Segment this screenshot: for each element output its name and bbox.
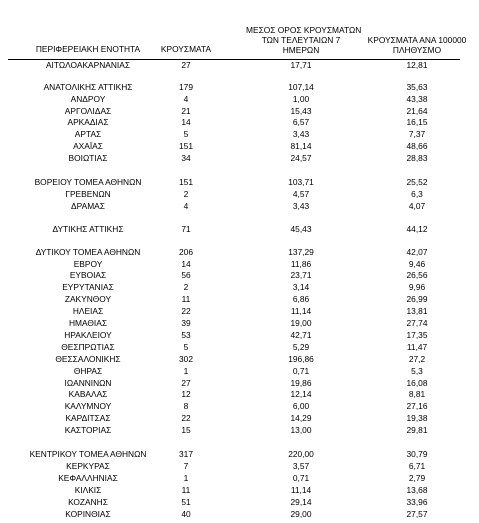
cases-value: 1 xyxy=(183,473,189,483)
per-100k-value: 9,46 xyxy=(408,259,426,269)
avg-7-days-value: 0,71 xyxy=(292,473,310,483)
avg-7-days-value: 24,57 xyxy=(290,153,312,163)
table-row xyxy=(0,189,479,199)
per-100k-value: 28,83 xyxy=(406,153,428,163)
table-row xyxy=(0,82,479,92)
header-cases: ΚΡΟΥΣΜΑΤΑ xyxy=(160,44,212,54)
avg-7-days-value: 15,43 xyxy=(290,106,312,116)
header-avg-line: ΤΩΝ ΤΕΛΕΥΤΑΙΩΝ 7 xyxy=(261,35,341,45)
table-row xyxy=(0,497,479,507)
cases-value: 21 xyxy=(181,106,191,116)
avg-7-days-value: 107,14 xyxy=(288,82,314,92)
region-name: ΒΟΙΩΤΙΑΣ xyxy=(68,153,108,163)
region-name: ΚΑΣΤΟΡΙΑΣ xyxy=(64,425,112,435)
cases-value: 14 xyxy=(181,259,191,269)
avg-7-days-value: 1,00 xyxy=(292,94,310,104)
region-name: ΓΡΕΒΕΝΩΝ xyxy=(65,189,111,199)
per-100k-value: 33,96 xyxy=(406,497,428,507)
per-100k-value: 12,81 xyxy=(406,60,428,70)
avg-7-days-value: 45,43 xyxy=(290,224,312,234)
region-name: ΕΥΡΥΤΑΝΙΑΣ xyxy=(62,282,114,292)
avg-7-days-value: 0,71 xyxy=(292,366,310,376)
cases-value: 14 xyxy=(181,117,191,127)
table-row xyxy=(0,306,479,316)
region-name: ΚΕΝΤΡΙΚΟΥ ΤΟΜΕΑ ΑΘΗΝΩΝ xyxy=(29,449,147,459)
avg-7-days-value: 3,57 xyxy=(292,461,310,471)
cases-value: 2 xyxy=(183,189,189,199)
cases-value: 56 xyxy=(181,270,191,280)
cases-value: 34 xyxy=(181,153,191,163)
per-100k-value: 27,57 xyxy=(406,509,428,519)
cases-value: 4 xyxy=(183,201,189,211)
per-100k-value: 16,08 xyxy=(406,378,428,388)
avg-7-days-value: 14,29 xyxy=(290,413,312,423)
table-row xyxy=(0,177,479,187)
cases-value: 8 xyxy=(183,401,189,411)
per-100k-value: 25,52 xyxy=(406,177,428,187)
table-row xyxy=(0,117,479,127)
avg-7-days-value: 3,14 xyxy=(292,282,310,292)
cases-value: 27 xyxy=(181,378,191,388)
region-name: ΖΑΚΥΝΘΟΥ xyxy=(64,294,112,304)
per-100k-value: 2,79 xyxy=(408,473,426,483)
table-row xyxy=(0,318,479,328)
region-name: ΑΡΓΟΛΙΔΑΣ xyxy=(64,106,112,116)
region-name: ΕΒΡΟΥ xyxy=(73,259,103,269)
cases-value: 5 xyxy=(183,129,189,139)
avg-7-days-value: 12,14 xyxy=(290,389,312,399)
per-100k-value: 8,81 xyxy=(408,389,426,399)
table-row xyxy=(0,294,479,304)
header-avg-line: ΗΜΕΡΩΝ xyxy=(282,45,320,55)
avg-7-days-value: 19,00 xyxy=(290,318,312,328)
region-name: ΘΕΣΣΑΛΟΝΙΚΗΣ xyxy=(55,354,121,364)
table-row xyxy=(0,461,479,471)
cases-value: 15 xyxy=(181,425,191,435)
table-row xyxy=(0,247,479,257)
region-name: ΑΝΔΡΟΥ xyxy=(70,94,106,104)
cases-value: 11 xyxy=(181,294,191,304)
avg-7-days-value: 4,57 xyxy=(292,189,310,199)
table-row xyxy=(0,354,479,364)
per-100k-value: 44,12 xyxy=(406,224,428,234)
avg-7-days-value: 6,86 xyxy=(292,294,310,304)
avg-7-days-value: 6,00 xyxy=(292,401,310,411)
region-name: ΚΑΡΔΙΤΣΑΣ xyxy=(65,413,111,423)
table-row xyxy=(0,129,479,139)
region-name: ΘΗΡΑΣ xyxy=(73,366,103,376)
table-row xyxy=(0,153,479,163)
table-row xyxy=(0,366,479,376)
region-name: ΑΙΤΩΛΟΑΚΑΡΝΑΝΙΑΣ xyxy=(45,60,131,70)
per-100k-value: 11,47 xyxy=(406,342,428,352)
per-100k-value: 13,81 xyxy=(406,306,428,316)
cases-value: 39 xyxy=(181,318,191,328)
cases-value: 4 xyxy=(183,94,189,104)
avg-7-days-value: 17,71 xyxy=(290,60,312,70)
per-100k-value: 35,63 xyxy=(406,82,428,92)
per-100k-value: 29,81 xyxy=(406,425,428,435)
table-row xyxy=(0,413,479,423)
header-per100k-line: ΠΛΗΘΥΣΜΟ xyxy=(392,45,442,55)
table-row xyxy=(0,509,479,519)
table-row xyxy=(0,378,479,388)
cases-value: 206 xyxy=(179,247,193,257)
cases-value: 22 xyxy=(181,413,191,423)
region-name: ΑΡΤΑΣ xyxy=(74,129,102,139)
per-100k-value: 6,3 xyxy=(411,189,423,199)
region-name: ΕΥΒΟΙΑΣ xyxy=(69,270,107,280)
per-100k-value: 16,15 xyxy=(406,117,428,127)
avg-7-days-value: 11,86 xyxy=(290,259,312,269)
table-row xyxy=(0,401,479,411)
per-100k-value: 27,16 xyxy=(406,401,428,411)
table-row xyxy=(0,330,479,340)
table-row xyxy=(0,141,479,151)
cases-value: 40 xyxy=(181,509,191,519)
avg-7-days-value: 3,43 xyxy=(292,201,310,211)
cases-value: 7 xyxy=(183,461,189,471)
region-name: ΗΜΑΘΙΑΣ xyxy=(68,318,108,328)
per-100k-value: 19,38 xyxy=(406,413,428,423)
region-name: ΚΟΡΙΝΘΙΑΣ xyxy=(65,509,111,519)
region-name: ΚΑΒΑΛΑΣ xyxy=(68,389,108,399)
header-per-100k xyxy=(362,35,472,55)
per-100k-value: 27,2 xyxy=(408,354,426,364)
region-name: ΚΑΛΥΜΝΟΥ xyxy=(64,401,112,411)
table-row xyxy=(0,201,479,211)
per-100k-value: 7,37 xyxy=(408,129,426,139)
region-name: ΚΕΦΑΛΛΗΝΙΑΣ xyxy=(58,473,118,483)
per-100k-value: 42,07 xyxy=(406,247,428,257)
per-100k-value: 26,99 xyxy=(406,294,428,304)
cases-value: 71 xyxy=(181,224,191,234)
region-name: ΔΥΤΙΚΗΣ ΑΤΤΙΚΗΣ xyxy=(52,224,124,234)
avg-7-days-value: 6,57 xyxy=(292,117,310,127)
region-name: ΔΡΑΜΑΣ xyxy=(71,201,105,211)
table-row xyxy=(0,473,479,483)
region-name: ΚΕΡΚΥΡΑΣ xyxy=(66,461,110,471)
region-name: ΑΡΚΑΔΙΑΣ xyxy=(67,117,109,127)
avg-7-days-value: 19,86 xyxy=(290,378,312,388)
avg-7-days-value: 29,00 xyxy=(290,509,312,519)
region-name: ΚΟΖΑΝΗΣ xyxy=(68,497,108,507)
table-row xyxy=(0,60,479,70)
per-100k-value: 43,38 xyxy=(406,94,428,104)
cases-value: 27 xyxy=(181,60,191,70)
header-region: ΠΕΡΙΦΕΡΕΙΑΚΗ ΕΝΟΤΗΤΑ xyxy=(35,44,141,54)
per-100k-value: 17,35 xyxy=(406,330,428,340)
cases-value: 151 xyxy=(179,141,193,151)
per-100k-value: 26,56 xyxy=(406,270,428,280)
per-100k-value: 48,66 xyxy=(406,141,428,151)
cases-value: 5 xyxy=(183,342,189,352)
avg-7-days-value: 3,43 xyxy=(292,129,310,139)
table-row xyxy=(0,94,479,104)
region-name: ΗΡΑΚΛΕΙΟΥ xyxy=(64,330,112,340)
avg-7-days-value: 42,71 xyxy=(290,330,312,340)
avg-7-days-value: 11,14 xyxy=(290,485,312,495)
avg-7-days-value: 137,29 xyxy=(288,247,314,257)
per-100k-value: 9,96 xyxy=(408,282,426,292)
per-100k-value: 5,3 xyxy=(411,366,423,376)
region-name: ΑΝΑΤΟΛΙΚΗΣ ΑΤΤΙΚΗΣ xyxy=(43,82,133,92)
header-per100k-line: ΚΡΟΥΣΜΑΤΑ ΑΝΑ 100000 xyxy=(367,35,467,45)
table-row xyxy=(0,425,479,435)
region-name: ΔΥΤΙΚΟΥ ΤΟΜΕΑ ΑΘΗΝΩΝ xyxy=(35,247,141,257)
per-100k-value: 30,79 xyxy=(406,449,428,459)
cases-value: 22 xyxy=(181,306,191,316)
cases-value: 53 xyxy=(181,330,191,340)
table-row xyxy=(0,282,479,292)
table-row xyxy=(0,342,479,352)
header-avg-line: ΜΕΣΟΣ ΟΡΟΣ ΚΡΟΥΣΜΑΤΩΝ xyxy=(246,25,362,35)
avg-7-days-value: 11,14 xyxy=(290,306,312,316)
cases-value: 2 xyxy=(183,282,189,292)
table-row xyxy=(0,389,479,399)
region-name: ΑΧΑΪΑΣ xyxy=(73,141,103,151)
table-row xyxy=(0,485,479,495)
table-row xyxy=(0,106,479,116)
table-row xyxy=(0,259,479,269)
per-100k-value: 27,74 xyxy=(406,318,428,328)
region-name: ΒΟΡΕΙΟΥ ΤΟΜΕΑ ΑΘΗΝΩΝ xyxy=(34,177,142,187)
per-100k-value: 13,68 xyxy=(406,485,428,495)
avg-7-days-value: 196,86 xyxy=(288,354,314,364)
avg-7-days-value: 23,71 xyxy=(290,270,312,280)
header-avg-7-days xyxy=(246,25,362,55)
cases-value: 51 xyxy=(181,497,191,507)
cases-value: 302 xyxy=(179,354,193,364)
avg-7-days-value: 5,29 xyxy=(292,342,310,352)
per-100k-value: 21,64 xyxy=(406,106,428,116)
table-row xyxy=(0,270,479,280)
region-name: ΙΩΑΝΝΙΝΩΝ xyxy=(64,378,112,388)
region-name: ΗΛΕΙΑΣ xyxy=(72,306,104,316)
table-row xyxy=(0,449,479,459)
per-100k-value: 6,71 xyxy=(408,461,426,471)
table-row xyxy=(0,224,479,234)
cases-value: 151 xyxy=(179,177,193,187)
cases-value: 12 xyxy=(181,389,191,399)
cases-value: 1 xyxy=(183,366,189,376)
avg-7-days-value: 220,00 xyxy=(288,449,314,459)
avg-7-days-value: 81,14 xyxy=(290,141,312,151)
region-name: ΘΕΣΠΡΩΤΙΑΣ xyxy=(61,342,115,352)
avg-7-days-value: 13,00 xyxy=(290,425,312,435)
avg-7-days-value: 103,71 xyxy=(288,177,314,187)
per-100k-value: 4,07 xyxy=(408,201,426,211)
avg-7-days-value: 29,14 xyxy=(290,497,312,507)
region-name: ΚΙΛΚΙΣ xyxy=(74,485,102,495)
cases-value: 11 xyxy=(181,485,191,495)
cases-value: 179 xyxy=(179,82,193,92)
cases-value: 317 xyxy=(179,449,193,459)
